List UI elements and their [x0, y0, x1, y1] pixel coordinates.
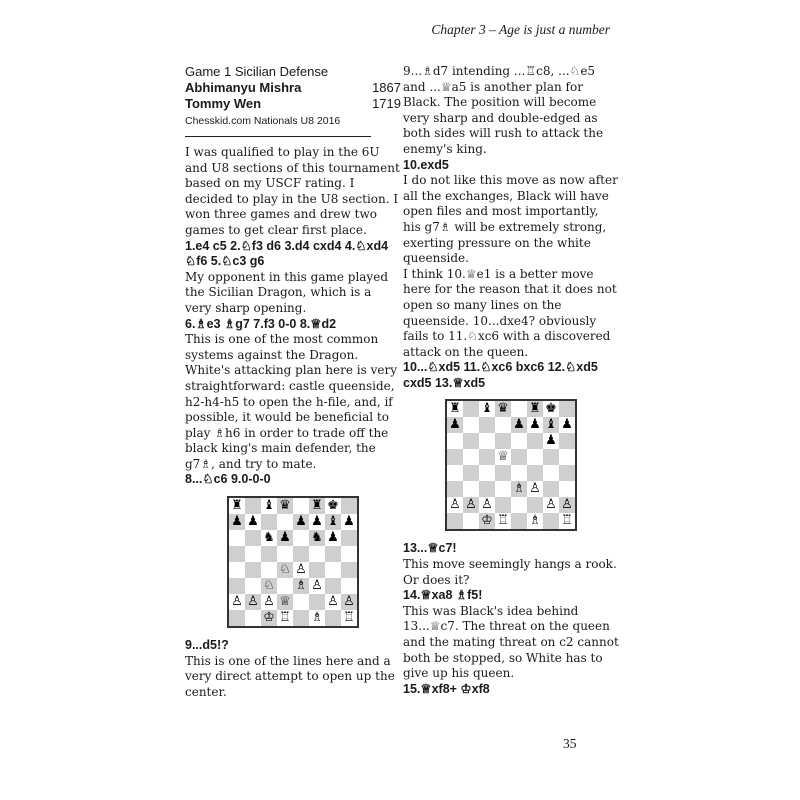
- chess-square: [543, 513, 559, 529]
- chess-square: [559, 449, 575, 465]
- chess-piece-square: ♚: [543, 401, 559, 417]
- commentary-paragraph: My opponent in this game played the Sicilian Dragon, which is a very sharp opening.: [185, 269, 388, 315]
- chess-square: [559, 401, 575, 417]
- chess-piece-square: ♙: [447, 497, 463, 513]
- chess-piece-square: ♟: [447, 417, 463, 433]
- chess-square: [293, 610, 309, 626]
- chess-square: [341, 546, 357, 562]
- chess-square: [463, 465, 479, 481]
- chess-piece-square: ♙: [543, 497, 559, 513]
- chess-square: [325, 578, 341, 594]
- chess-square: [293, 594, 309, 610]
- chess-square: [325, 546, 341, 562]
- chess-square: [479, 417, 495, 433]
- commentary-paragraph: This is one of the lines here and a very direct attempt to open up the center.: [185, 653, 395, 699]
- chess-diagram-2-wrapper: [403, 391, 619, 541]
- move-sequence: 6.♗e3 ♗g7 7.f3 0-0 8.♕d2: [185, 316, 337, 331]
- commentary-paragraph: This move seemingly hangs a rook. Or does it?: [403, 557, 617, 587]
- chess-piece-square: ♝: [325, 514, 341, 530]
- chess-piece-square: ♟: [341, 514, 357, 530]
- chess-piece-square: ♖: [277, 610, 293, 626]
- chess-square: [511, 497, 527, 513]
- left-column: [185, 64, 401, 700]
- chess-square: [277, 578, 293, 594]
- chess-square: [559, 481, 575, 497]
- white-player-rating: 1867: [372, 80, 401, 95]
- chess-piece-square: ♟: [543, 433, 559, 449]
- chess-square: [495, 465, 511, 481]
- black-player-row: [185, 96, 401, 112]
- chess-piece-square: ♘: [277, 562, 293, 578]
- chess-square: [527, 433, 543, 449]
- right-column: [403, 64, 619, 697]
- chess-piece-square: ♟: [293, 514, 309, 530]
- move-sequence: 13...♕c7!: [403, 541, 457, 556]
- chess-square: [325, 610, 341, 626]
- chess-square: [495, 417, 511, 433]
- move-sequence: 10...♘xd5 11.♘xc6 bxc6 12.♘xd5 cxd5 13.♕xd5: [403, 360, 598, 390]
- chess-square: [261, 546, 277, 562]
- chess-square: [463, 401, 479, 417]
- chess-square: [325, 562, 341, 578]
- chess-square: [341, 578, 357, 594]
- chess-square: [495, 497, 511, 513]
- running-head: Chapter 3 – Age is just a number: [431, 22, 610, 37]
- chess-piece-square: ♛: [495, 401, 511, 417]
- move-sequence: 14.♕xa8 ♗f5!: [403, 588, 483, 603]
- chess-piece-square: ♙: [229, 594, 245, 610]
- chess-square: [447, 465, 463, 481]
- chess-square: [245, 562, 261, 578]
- chess-piece-square: ♟: [559, 417, 575, 433]
- chess-square: [229, 546, 245, 562]
- chess-piece-square: ♘: [261, 578, 277, 594]
- chess-square: [463, 433, 479, 449]
- chess-square: [229, 578, 245, 594]
- chess-square: [559, 433, 575, 449]
- chess-square: [261, 562, 277, 578]
- chess-piece-square: ♚: [325, 498, 341, 514]
- chess-square: [495, 433, 511, 449]
- chess-square: [559, 465, 575, 481]
- chess-diagram-1: [227, 496, 359, 628]
- chess-square: [245, 546, 261, 562]
- chess-piece-square: ♗: [511, 481, 527, 497]
- commentary-paragraph: I was qualified to play in the 6U and U8 sections of this tournament based on my USCF rating. I decided to play in the U8 section. I won three games and drew two games to get clear first place.: [185, 145, 400, 237]
- chess-piece-square: ♙: [479, 497, 495, 513]
- chess-piece-square: ♟: [229, 514, 245, 530]
- chess-piece-square: ♙: [245, 594, 261, 610]
- chess-piece-square: ♟: [527, 417, 543, 433]
- chess-square: [479, 449, 495, 465]
- chess-diagram-2: [445, 399, 577, 531]
- chess-piece-square: ♛: [277, 498, 293, 514]
- commentary-paragraph: I do not like this move as now after all the exchanges, Black will have open files and most importantly, his g7♗ will be extremely strong, exerting pressure on the white queenside.: [403, 173, 618, 266]
- chess-piece-square: ♟: [511, 417, 527, 433]
- chess-piece-square: ♟: [309, 514, 325, 530]
- chess-square: [511, 513, 527, 529]
- chess-square: [527, 449, 543, 465]
- chess-piece-square: ♗: [309, 610, 325, 626]
- chess-square: [277, 546, 293, 562]
- chess-piece-square: ♙: [527, 481, 543, 497]
- chess-piece-square: ♔: [261, 610, 277, 626]
- chess-piece-square: ♕: [277, 594, 293, 610]
- chess-square: [511, 449, 527, 465]
- chess-piece-square: ♗: [293, 578, 309, 594]
- chess-diagram-1-wrapper: [185, 488, 401, 638]
- chess-piece-square: ♙: [261, 594, 277, 610]
- chess-square: [463, 513, 479, 529]
- chess-piece-square: ♞: [261, 530, 277, 546]
- chess-square: [293, 530, 309, 546]
- chess-square: [309, 594, 325, 610]
- chess-piece-square: ♜: [229, 498, 245, 514]
- move-sequence: 9...d5!?: [185, 638, 229, 653]
- header-divider: [185, 136, 371, 137]
- commentary-paragraph: 9...♗d7 intending ...♖c8, ...♘e5 and ...♕a5 is another plan for Black. The position will become very sharp and double-edged as both sides will rush to attack the enemy's king.: [403, 64, 604, 156]
- chess-piece-square: ♙: [559, 497, 575, 513]
- chess-piece-square: ♜: [309, 498, 325, 514]
- chess-piece-square: ♖: [341, 610, 357, 626]
- chess-piece-square: ♟: [277, 530, 293, 546]
- chess-piece-square: ♟: [325, 530, 341, 546]
- move-sequence: 10.exd5: [403, 157, 449, 172]
- move-sequence: 15.♕xf8+ ♔xf8: [403, 681, 490, 696]
- chess-square: [447, 481, 463, 497]
- chess-piece-square: ♗: [527, 513, 543, 529]
- chess-square: [229, 610, 245, 626]
- chess-piece-square: ♜: [527, 401, 543, 417]
- commentary-paragraph: This is one of the most common systems against the Dragon. White's attacking plan here is very straightforward: castle queenside, h2-h4-h5 to open the h-file, and, if possible, it would be beneficial to play ♗h6 in order to trade off the black king's main defender, the g7♗, and try to mate.: [185, 332, 398, 471]
- chess-piece-square: ♖: [495, 513, 511, 529]
- move-sequence: 1.e4 c5 2.♘f3 d6 3.d4 cxd4 4.♘xd4 ♘f6 5.♘c3 g6: [185, 238, 389, 269]
- chess-square: [479, 433, 495, 449]
- chess-square: [543, 449, 559, 465]
- event-name: Chesskid.com Nationals U8 2016: [185, 115, 341, 127]
- page-number: 35: [563, 736, 577, 751]
- chess-square: [229, 562, 245, 578]
- chess-square: [447, 513, 463, 529]
- chess-square: [543, 465, 559, 481]
- chess-square: [293, 498, 309, 514]
- chess-square: [447, 449, 463, 465]
- chess-square: [229, 530, 245, 546]
- chess-piece-square: ♝: [543, 417, 559, 433]
- chess-square: [245, 498, 261, 514]
- chess-piece-square: ♖: [559, 513, 575, 529]
- chess-square: [463, 417, 479, 433]
- chess-square: [341, 530, 357, 546]
- chess-piece-square: ♜: [447, 401, 463, 417]
- chess-square: [463, 449, 479, 465]
- white-player-row: [185, 80, 401, 96]
- white-player-name: Abhimanyu Mishra: [185, 80, 302, 95]
- chess-square: [245, 610, 261, 626]
- chess-square: [245, 578, 261, 594]
- chess-square: [511, 433, 527, 449]
- chess-square: [511, 401, 527, 417]
- game-title: Game 1 Sicilian Defense: [185, 64, 329, 79]
- chess-square: [309, 562, 325, 578]
- chess-piece-square: ♞: [309, 530, 325, 546]
- commentary-paragraph: This was Black's idea behind 13...♕c7. The threat on the queen and the mating threat on c2 cannot both be stopped, so White has to give up his queen.: [403, 603, 619, 681]
- move-sequence: 8...♘c6 9.0-0-0: [185, 472, 271, 487]
- chess-piece-square: ♔: [479, 513, 495, 529]
- chess-square: [341, 562, 357, 578]
- chess-piece-square: ♙: [309, 578, 325, 594]
- chess-piece-square: ♙: [341, 594, 357, 610]
- black-player-name: Tommy Wen: [185, 96, 262, 111]
- black-player-rating: 1719: [372, 96, 401, 111]
- chess-square: [479, 481, 495, 497]
- chess-square: [527, 465, 543, 481]
- chess-piece-square: ♙: [463, 497, 479, 513]
- chess-square: [543, 481, 559, 497]
- chess-piece-square: ♝: [479, 401, 495, 417]
- chess-square: [479, 465, 495, 481]
- chess-square: [527, 497, 543, 513]
- chess-square: [293, 546, 309, 562]
- chess-piece-square: ♝: [261, 498, 277, 514]
- chess-square: [277, 514, 293, 530]
- chess-piece-square: ♙: [293, 562, 309, 578]
- commentary-paragraph: I think 10.♕e1 is a better move here for the reason that it does not open so many lines on the queenside. 10...dxe4? obviously fails to 11.♘xc6 with a discovered attack on the queen.: [403, 266, 617, 359]
- chess-square: [341, 498, 357, 514]
- chess-square: [463, 481, 479, 497]
- chess-square: [495, 481, 511, 497]
- chess-square: [261, 514, 277, 530]
- chess-square: [511, 465, 527, 481]
- chess-square: [245, 530, 261, 546]
- chess-piece-square: ♙: [325, 594, 341, 610]
- chess-piece-square: ♟: [245, 514, 261, 530]
- chess-square: [447, 433, 463, 449]
- chess-piece-square: ♕: [495, 449, 511, 465]
- chess-square: [309, 546, 325, 562]
